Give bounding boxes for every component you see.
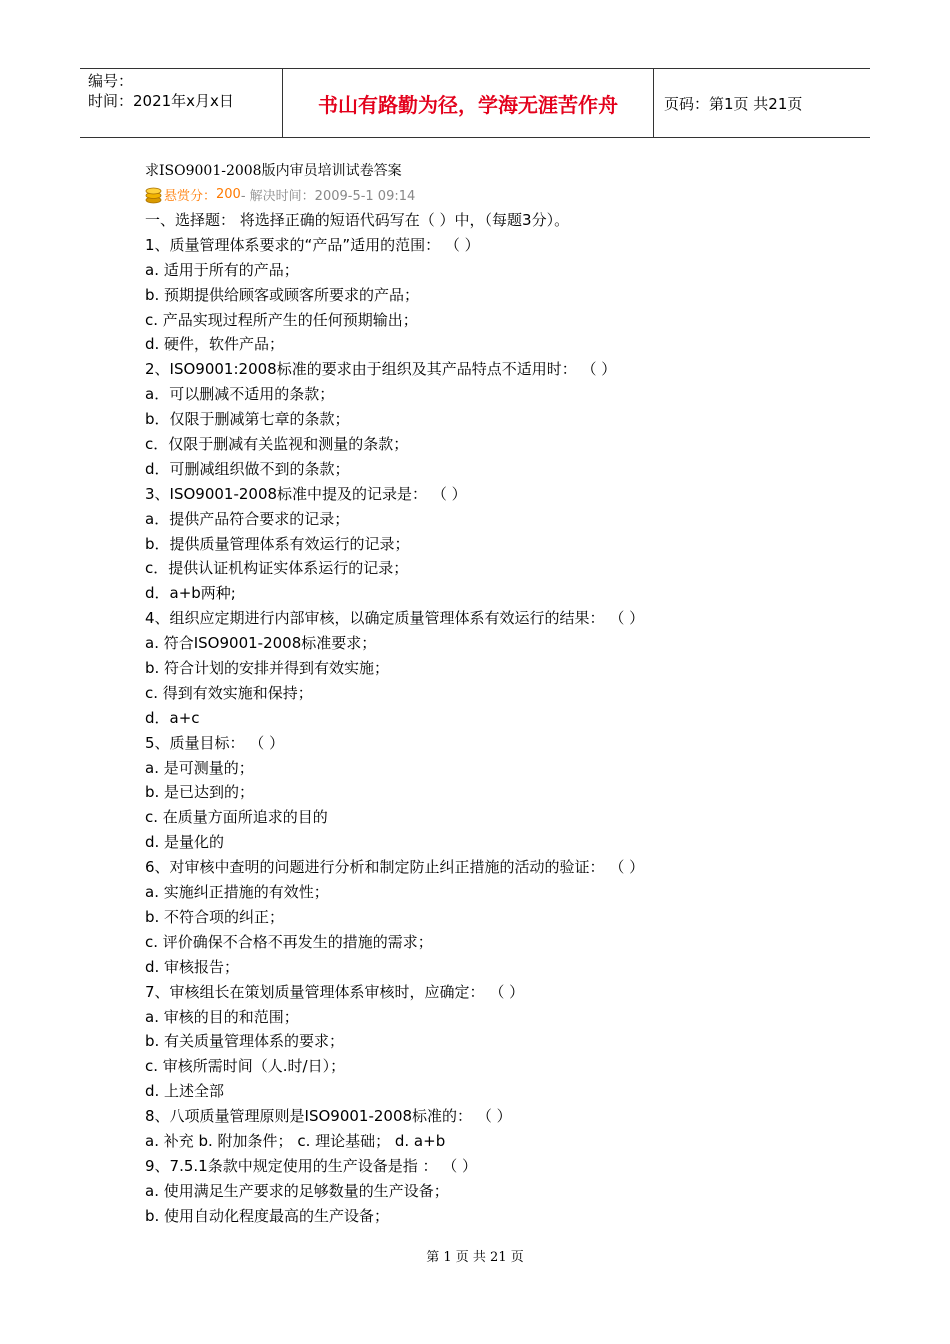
content-line: c．提供认证机构证实体系运行的记录；: [145, 559, 409, 578]
date-label: 时间：2021年x月x日: [88, 92, 234, 110]
content-line: d. 上述全部: [145, 1082, 225, 1101]
content-line: c. 产品实现过程所产生的任何预期输出；: [145, 310, 418, 329]
number-label: 编号：: [88, 72, 134, 90]
coin-stack-icon: [145, 185, 162, 204]
content-line: b. 不符合项的纠正；: [145, 907, 285, 926]
content-line: b. 符合计划的安排并得到有效实施；: [145, 659, 390, 678]
content-line: a．可以删减不适用的条款；: [145, 385, 335, 404]
header-motto: [282, 69, 654, 137]
content-line: c. 得到有效实施和保持；: [145, 683, 313, 702]
content-line: b. 有关质量管理体系的要求；: [145, 1032, 345, 1051]
content-line: c. 评价确保不合格不再发生的措施的需求；: [145, 932, 433, 951]
content-line: a. 符合ISO9001-2008标准要求；: [145, 634, 377, 653]
content-line: a. 实施纠正措施的有效性；: [145, 883, 329, 902]
content-line: b. 使用自动化程度最高的生产设备；: [145, 1206, 390, 1225]
content-line: 6、对审核中查明的问题进行分析和制定防止纠正措施的活动的验证： （ ）: [145, 858, 645, 877]
content-line: 9、7.5.1条款中规定使用的生产设备是指 ： （ ）: [145, 1156, 478, 1175]
content-line: a. 补充 b. 附加条件； c. 理论基础； d. a+b: [145, 1131, 446, 1150]
content-line: c. 在质量方面所追求的目的: [145, 808, 328, 827]
solved-time: - 解决时间：2009-5-1 09:14: [240, 189, 416, 204]
page-indicator: 页码：第1页 共21页: [664, 94, 803, 113]
content-line: 1、质量管理体系要求的“产品”适用的范围： （ ）: [145, 235, 480, 254]
content-line: d．a+b两种;: [145, 584, 236, 603]
content-line: 7、审核组长在策划质量管理体系审核时，应确定： （ ）: [145, 982, 525, 1001]
content-line: b. 预期提供给顾客或顾客所要求的产品；: [145, 285, 420, 304]
content-line: d．a+c: [145, 708, 200, 727]
reward-label: 悬赏分：: [164, 189, 217, 204]
content-line: a. 是可测量的；: [145, 758, 254, 777]
content-line: d. 是量化的: [145, 833, 225, 852]
content-line: b．仅限于删减第七章的条款；: [145, 410, 350, 429]
reward-value: 200: [216, 187, 241, 202]
content-line: a. 审核的目的和范围；: [145, 1007, 299, 1026]
motto-text: 书山有路勤为径，学海无涯苦作舟: [318, 92, 618, 117]
page-header: [80, 68, 870, 138]
content-line: 2、ISO9001:2008标准的要求由于组织及其产品特点不适用时： （ ）: [145, 360, 617, 379]
content-line: c. 审核所需时间（人.时/日）；: [145, 1057, 346, 1076]
question-content: [145, 208, 865, 1229]
content-line: b. 是已达到的；: [145, 783, 255, 802]
content-line: a. 适用于所有的产品；: [145, 260, 299, 279]
content-line: b．提供质量管理体系有效运行的记录；: [145, 534, 410, 553]
content-line: c．仅限于删减有关监视和测量的条款；: [145, 435, 409, 454]
page-footer: 第 1 页 共 21 页: [426, 1250, 524, 1265]
content-line: a．提供产品符合要求的记录；: [145, 509, 350, 528]
content-line: d．可删减组织做不到的条款；: [145, 459, 350, 478]
header-left: [80, 69, 282, 137]
reward-meta: [145, 185, 415, 204]
content-line: 一、选择题： 将选择正确的短语代码写在（ ）中，（每题3分）。: [145, 211, 570, 229]
content-line: d. 硬件，软件产品；: [145, 335, 285, 354]
content-line: 4、组织应定期进行内部审核，以确定质量管理体系有效运行的结果： （ ）: [145, 609, 645, 628]
content-line: 3、ISO9001-2008标准中提及的记录是： （ ）: [145, 484, 467, 503]
content-line: 8、八项质量管理原则是ISO9001-2008标准的： （ ）: [145, 1107, 512, 1126]
document-title: 求ISO9001-2008版内审员培训试卷答案: [145, 163, 402, 179]
header-right: [654, 69, 870, 137]
content-line: 5、质量目标： （ ）: [145, 733, 285, 752]
content-line: a. 使用满足生产要求的足够数量的生产设备；: [145, 1181, 449, 1200]
content-line: d. 审核报告；: [145, 957, 240, 976]
